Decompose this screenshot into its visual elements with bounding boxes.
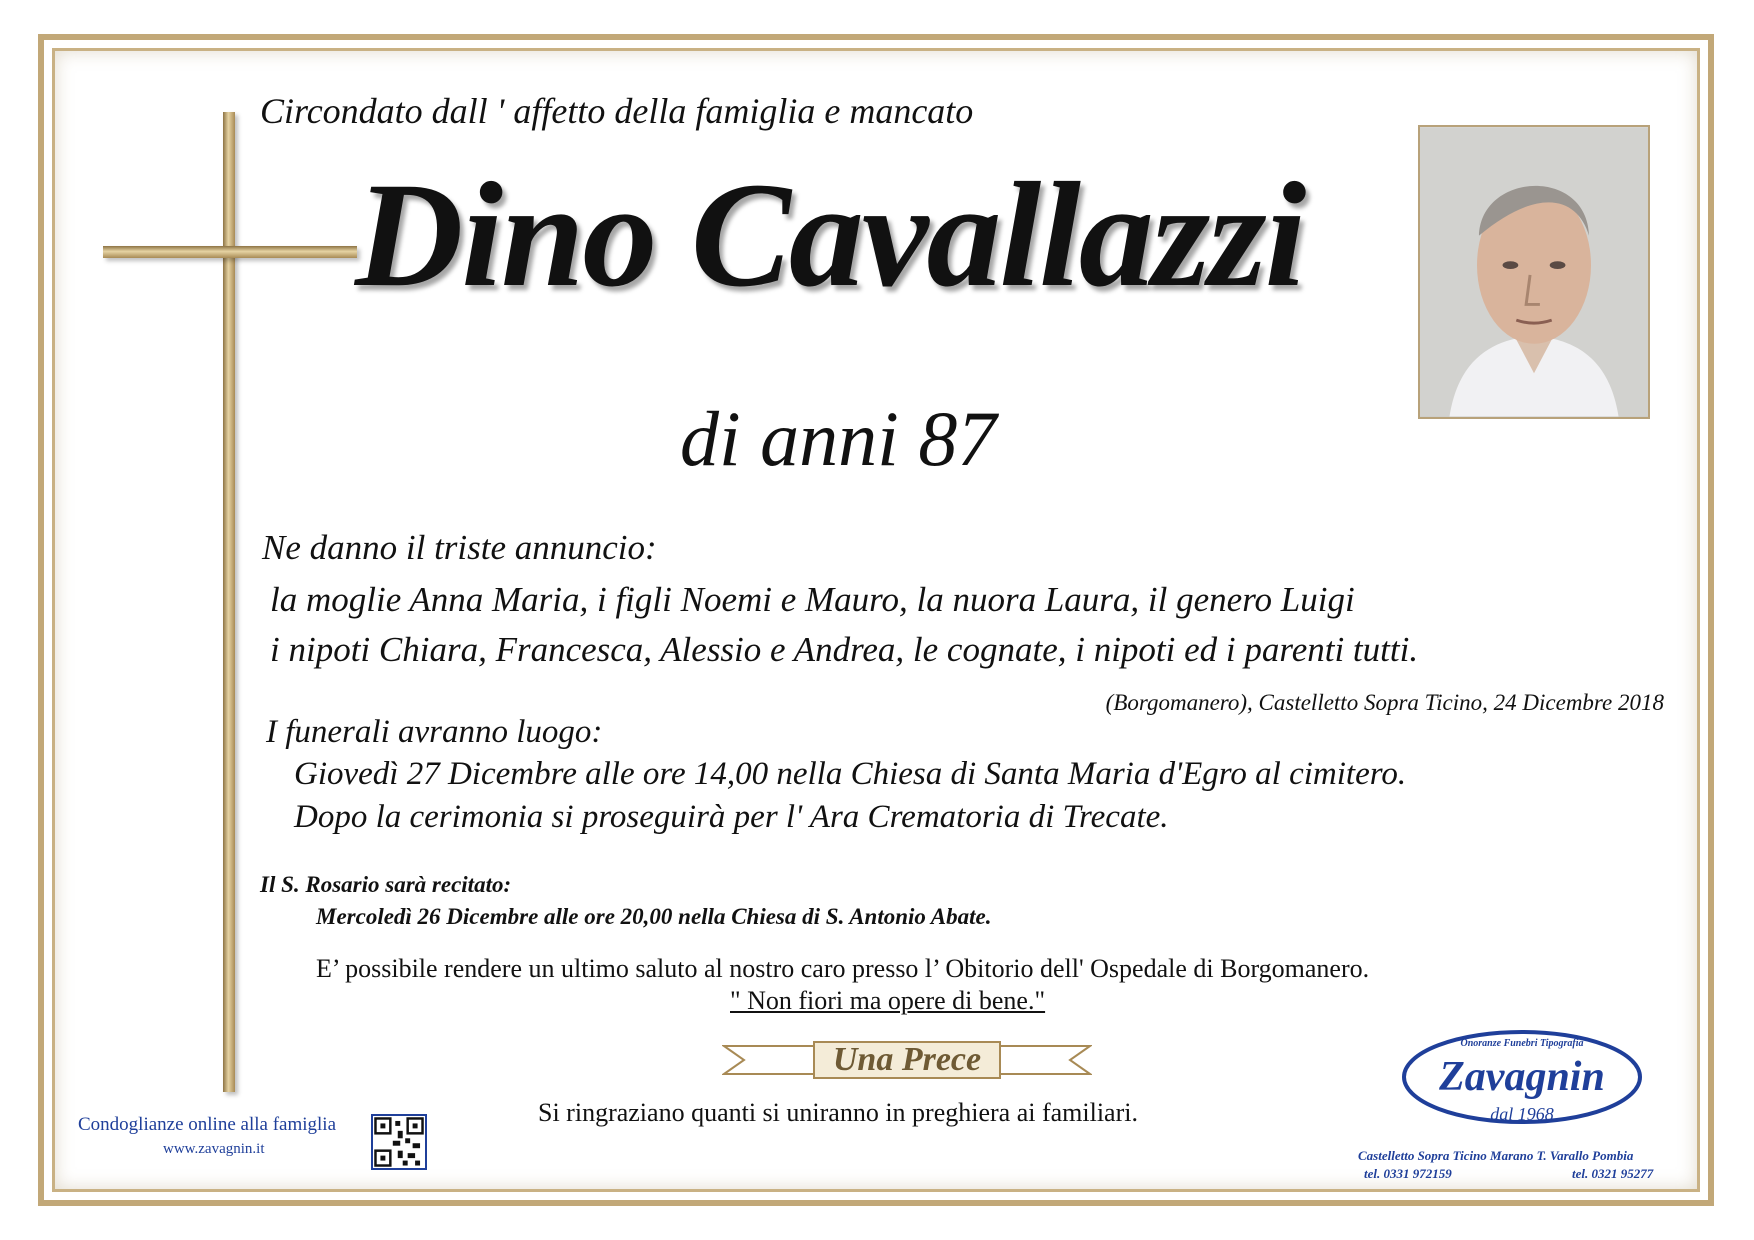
announcement-heading: Ne danno il triste annuncio: xyxy=(262,528,657,567)
cross-icon-vertical xyxy=(223,112,235,1092)
prece-text: Una Prece xyxy=(832,1041,982,1078)
qr-code-icon[interactable] xyxy=(371,1114,427,1170)
zavagnin-logo xyxy=(1400,1028,1644,1126)
funeral-line-2: Dopo la cerimonia si proseguirà per l' Ara Crematoria di Trecate. xyxy=(294,799,1169,835)
cross-icon-horizontal xyxy=(103,246,357,258)
announcement-line-1: la moglie Anna Maria, i figli Noemi e Mauro, la nuora Laura, il genero Luigi xyxy=(270,580,1355,619)
website-link[interactable]: www.zavagnin.it xyxy=(163,1141,265,1157)
announcement-line-2: i nipoti Chiara, Francesca, Alessio e Andrea, le cognate, i nipoti ed i parenti tutti. xyxy=(270,630,1419,669)
rosary-heading: Il S. Rosario sarà recitato: xyxy=(260,872,512,897)
flowers-note: " Non fiori ma opere di bene." xyxy=(730,986,1046,1015)
logo-name: Zavagnin xyxy=(1439,1054,1605,1100)
portrait-image xyxy=(1420,127,1648,417)
condolences-link[interactable]: Condoglianze online alla famiglia xyxy=(78,1114,337,1135)
funeral-heading: I funerali avranno luogo: xyxy=(266,714,603,750)
prece-banner xyxy=(722,1040,1092,1080)
deceased-name: Dino Cavallazzi xyxy=(355,152,1305,318)
age-text: di anni 87 xyxy=(680,395,997,482)
funeral-line-1: Giovedì 27 Dicembre alle ore 14,00 nella Chiesa di Santa Maria d'Egro al cimitero. xyxy=(294,756,1407,792)
portrait-photo xyxy=(1418,125,1650,419)
intro-text: Circondato dall ' affetto della famiglia e mancato xyxy=(260,91,974,131)
qr-pattern xyxy=(373,1116,425,1168)
branches-text: Castelletto Sopra Ticino Marano T. Varallo Pombia xyxy=(1358,1148,1634,1163)
logo-year: dal 1968 xyxy=(1490,1104,1554,1124)
rosary-line-1: Mercoledì 26 Dicembre alle ore 20,00 nella Chiesa di S. Antonio Abate. xyxy=(316,904,992,929)
logo-subtitle: Onoranze Funebri Tipografia xyxy=(1460,1038,1584,1049)
place-date: (Borgomanero), Castelletto Sopra Ticino, 24 Dicembre 2018 xyxy=(1105,690,1664,715)
obitorio-note: E’ possibile rendere un ultimo saluto al nostro caro presso l’ Obitorio dell' Ospedale di Borgomanero. xyxy=(316,954,1370,983)
phone-2: tel. 0321 95277 xyxy=(1572,1166,1654,1181)
phone-1: tel. 0331 972159 xyxy=(1364,1166,1452,1181)
thanks-note: Si ringraziano quanti si uniranno in preghiera ai familiari. xyxy=(538,1098,1138,1127)
